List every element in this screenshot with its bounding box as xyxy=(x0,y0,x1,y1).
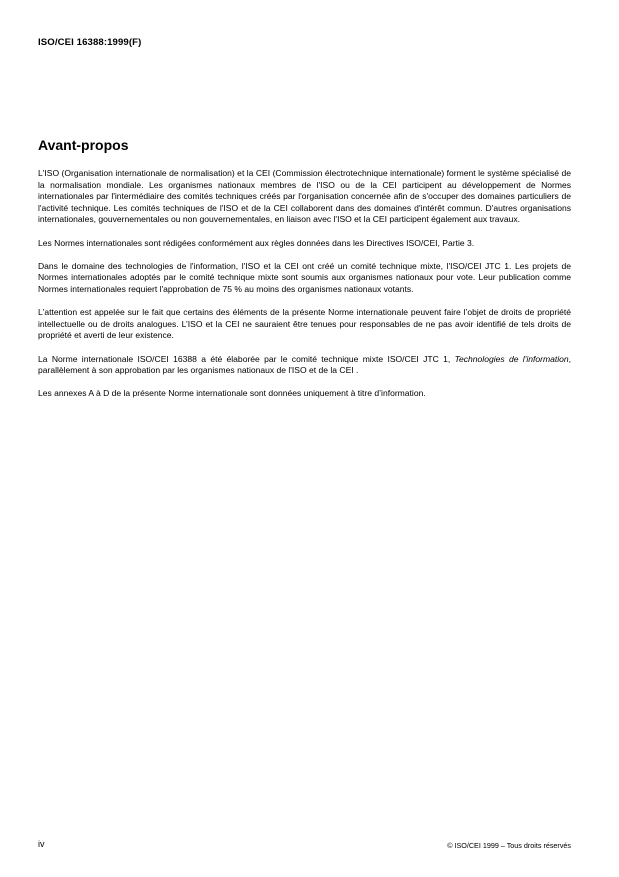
paragraph-organizations: L'ISO (Organisation internationale de normalisation) et la CEI (Commission électrotechnique internationale) forment le système spécialisé de la normalisation mondiale. Les organismes nationaux membres de l'ISO ou de la CEI participent au développement de Normes internationales par l'intermédiaire des comités techniques créés par l'organisation concernée afin de s'occuper des domaines particuliers de l'activité technique. Les comités techniques de l'ISO et de la CEI collaborent dans des domaines d'intérêt commun. D'autres organisations internationales, gouvernementales ou non gouvernementales, en liaison avec l'ISO et la CEI participent également aux travaux. xyxy=(38,168,571,225)
prepared-by-text-start: La Norme internationale ISO/CEI 16388 a été élaborée par le comité technique mixte ISO/CEI JTC 1, xyxy=(38,353,455,364)
copyright-notice: © ISO/CEI 1999 – Tous droits réservés xyxy=(447,841,571,850)
committee-title: Technologies de l'information xyxy=(454,353,569,364)
foreword-body xyxy=(38,168,571,411)
paragraph-directives: Les Normes internationales sont rédigées conformément aux règles données dans les Directives ISO/CEI, Partie 3. xyxy=(38,237,475,248)
page-title: Avant-propos xyxy=(38,137,129,153)
paragraph-annexes: Les annexes A à D de la présente Norme internationale sont données uniquement à titre d’information. xyxy=(38,388,426,399)
prepared-by-text-end: , parallèlement à son approbation par les organismes nationaux de l'ISO et de la CEI . xyxy=(38,353,571,376)
paragraph-patent-rights: L'attention est appelée sur le fait que certains des éléments de la présente Norme internationale peuvent faire l’objet de droits de propriété intellectuelle ou de droits analogues. L’ISO et la CEI ne sauraient être tenues pour responsables de ne pas avoir identifié de tels droits de propriété et averti de leur existence. xyxy=(38,307,571,341)
paragraph-jtc1: Dans le domaine des technologies de l'information, l'ISO et la CEI ont créé un comité technique mixte, l'ISO/CEI JTC 1. Les projets de Normes internationales adoptés par le comité technique mixte sont soumis aux organismes nationaux pour vote. Leur publication comme Normes internationales requiert l'approbation de 75 % au moins des organismes nationaux votants. xyxy=(38,260,571,294)
paragraph-prepared-by xyxy=(38,354,571,377)
document-id: ISO/CEI 16388:1999(F) xyxy=(38,37,142,48)
page-number: iv xyxy=(38,839,45,849)
